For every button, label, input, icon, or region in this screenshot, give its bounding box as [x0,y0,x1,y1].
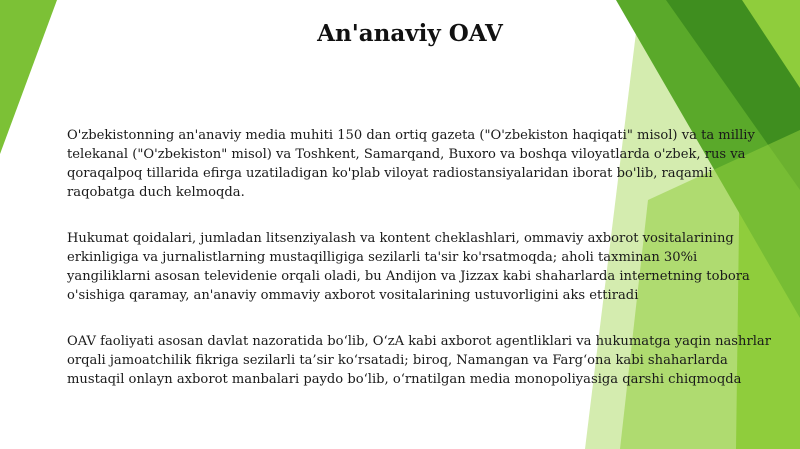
paragraph-government-regulation: Hukumat qoidalari, jumladan litsenziyalash va kontent cheklashlari, ommaviy axborot vositalarining erkinligiga va jurnalistlarning mustaqilligiga sezilarli ta'sir ko'rsatmoqda; aholi taxminan 30%i yangiliklarni asosan televidenie orqali oladi, bu Andijon va Jizzax kabi shaharlarda internetning tobora o'sishiga qaramay, an'anaviy ommaviy axborot vositalarining ustuvorligini aks ettiradi [67,231,750,303]
left-green-strip [0,0,57,154]
slide-title: An'anaviy OAV [317,20,503,47]
paragraph-state-control: OAV faoliyati asosan davlat nazoratida bo‘lib, O‘zA kabi axborot agentliklari va hukumatga yaqin nashrlar orqali jamoatchilik fikriga sezilarli ta’sir ko‘rsatadi; biroq, Namangan va Farg‘ona kabi shaharlarda mustaqil onlayn axborot manbalari paydo bo‘lib, o‘rnatilgan media monopoliyasiga qarshi chiqmoqda [67,334,771,387]
paragraph-traditional-media: O'zbekistonning an'anaviy media muhiti 150 dan ortiq gazeta ("O'zbekiston haqiqati" misol) va ta milliy telekanal ("O'zbekiston" misol) va Toshkent, Samarqand, Buxoro va boshqa viloyatlarda o'zbek, rus va qoraqalpoq tillarida efirga uzatiladigan ko'plab viloyat radiostansiyalaridan iborat bo'lib, raqamli raqobatga duch kelmoqda. [67,128,755,200]
